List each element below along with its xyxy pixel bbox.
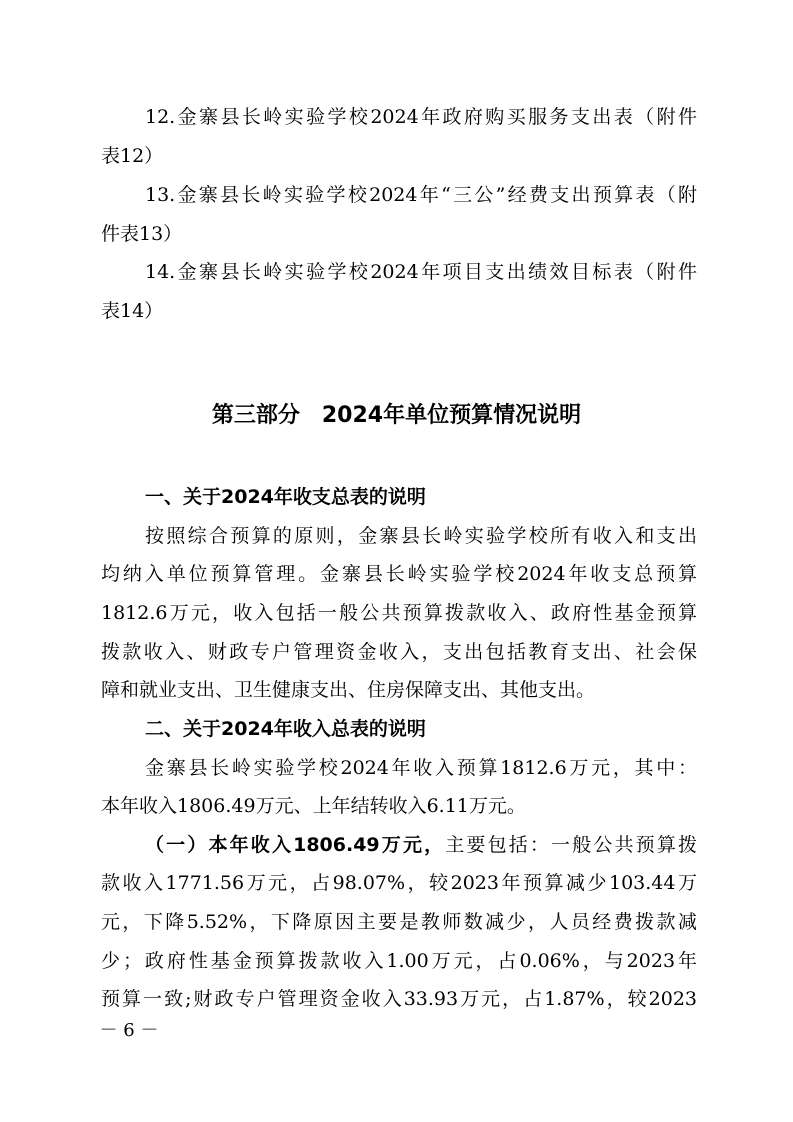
subsection-1-line: 拨款收入、财政专户管理资金收入，支出包括教育支出、社会保 — [101, 641, 697, 663]
list-item-14-line2: 表14） — [101, 300, 164, 322]
income-paragraph-line: 少；政府性基金预算拨款收入1.00万元，占0.06%，与2023年 — [101, 950, 697, 972]
list-item-13-line1: 13.金寨县长岭实验学校2024年“三公”经费支出预算表（附 — [145, 184, 697, 206]
subsection-1-line: 按照综合预算的原则，金寨县长岭实验学校所有收入和支出 — [145, 525, 697, 547]
income-paragraph-first-line — [145, 836, 697, 855]
income-paragraph-line: 款收入1771.56万元，占98.07%，较2023年预算减少103.44万 — [101, 872, 697, 894]
subsection-1-line: 1812.6万元，收入包括一般公共预算拨款收入、政府性基金预算 — [101, 602, 697, 624]
subsection-1-line: 障和就业支出、卫生健康支出、住房保障支出、其他支出。 — [101, 679, 596, 701]
subsection-2-line: 金寨县长岭实验学校2024年收入预算1812.6万元，其中： — [145, 757, 697, 779]
section-title: 第三部分 2024年单位预算情况说明 — [211, 403, 582, 428]
income-paragraph-line: 元，下降5.52%，下降原因主要是教师数减少，人员经费拨款减 — [101, 911, 697, 933]
page-number: － 6 － — [99, 1020, 159, 1041]
list-item-12-line1: 12.金寨县长岭实验学校2024年政府购买服务支出表（附件 — [145, 106, 697, 128]
list-item-12-line2: 表12） — [101, 145, 164, 167]
subsection-2-heading: 二、关于2024年收入总表的说明 — [145, 718, 426, 740]
income-bold-lead: （一）本年收入1806.49万元， — [145, 834, 446, 856]
list-item-13-line2: 件表13） — [101, 223, 183, 245]
subsection-2-line: 本年收入1806.49万元、上年结转收入6.11万元。 — [101, 795, 526, 817]
income-paragraph-line: 预算一致;财政专户管理资金收入33.93万元，占1.87%，较2023 — [101, 988, 697, 1010]
subsection-1-line: 均纳入单位预算管理。金寨县长岭实验学校2024年收支总预算 — [101, 563, 697, 585]
income-lead-rest: 主要包括：一般公共预算拨 — [445, 834, 697, 856]
list-item-14-line1: 14.金寨县长岭实验学校2024年项目支出绩效目标表（附件 — [145, 261, 697, 283]
subsection-1-heading: 一、关于2024年收支总表的说明 — [145, 486, 426, 508]
